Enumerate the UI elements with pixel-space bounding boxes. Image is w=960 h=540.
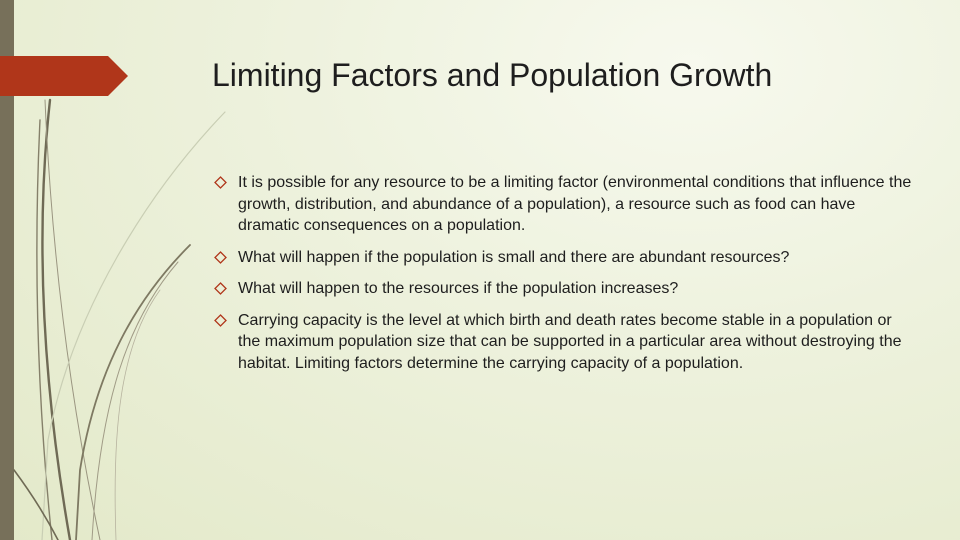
diamond-outline-icon <box>214 251 227 264</box>
slide-title: Limiting Factors and Population Growth <box>212 57 773 93</box>
diamond-outline-icon <box>214 176 227 189</box>
bullet-text: Carrying capacity is the level at which birth and death rates become stable in a population or the maximum population size that can be supported in a particular area without destroying the habitat. Limiting factors determine the carrying capacity of a population. <box>238 311 902 372</box>
bullet-item <box>214 310 914 375</box>
bullet-item <box>214 278 914 300</box>
diamond-outline-icon <box>214 314 227 327</box>
bullet-item <box>214 172 914 237</box>
bullet-text: It is possible for any resource to be a limiting factor (environmental conditions that influence the growth, distribution, and abundance of a population), a resource such as food can have dramatic consequences on a population. <box>238 174 912 234</box>
bullet-text: What will happen to the resources if the population increases? <box>238 280 679 297</box>
diamond-outline-icon <box>214 282 227 295</box>
bullet-item <box>214 247 914 269</box>
bullet-text: What will happen if the population is small and there are abundant resources? <box>238 248 790 266</box>
title-accent-tab <box>0 56 128 96</box>
bullet-list <box>214 172 914 384</box>
